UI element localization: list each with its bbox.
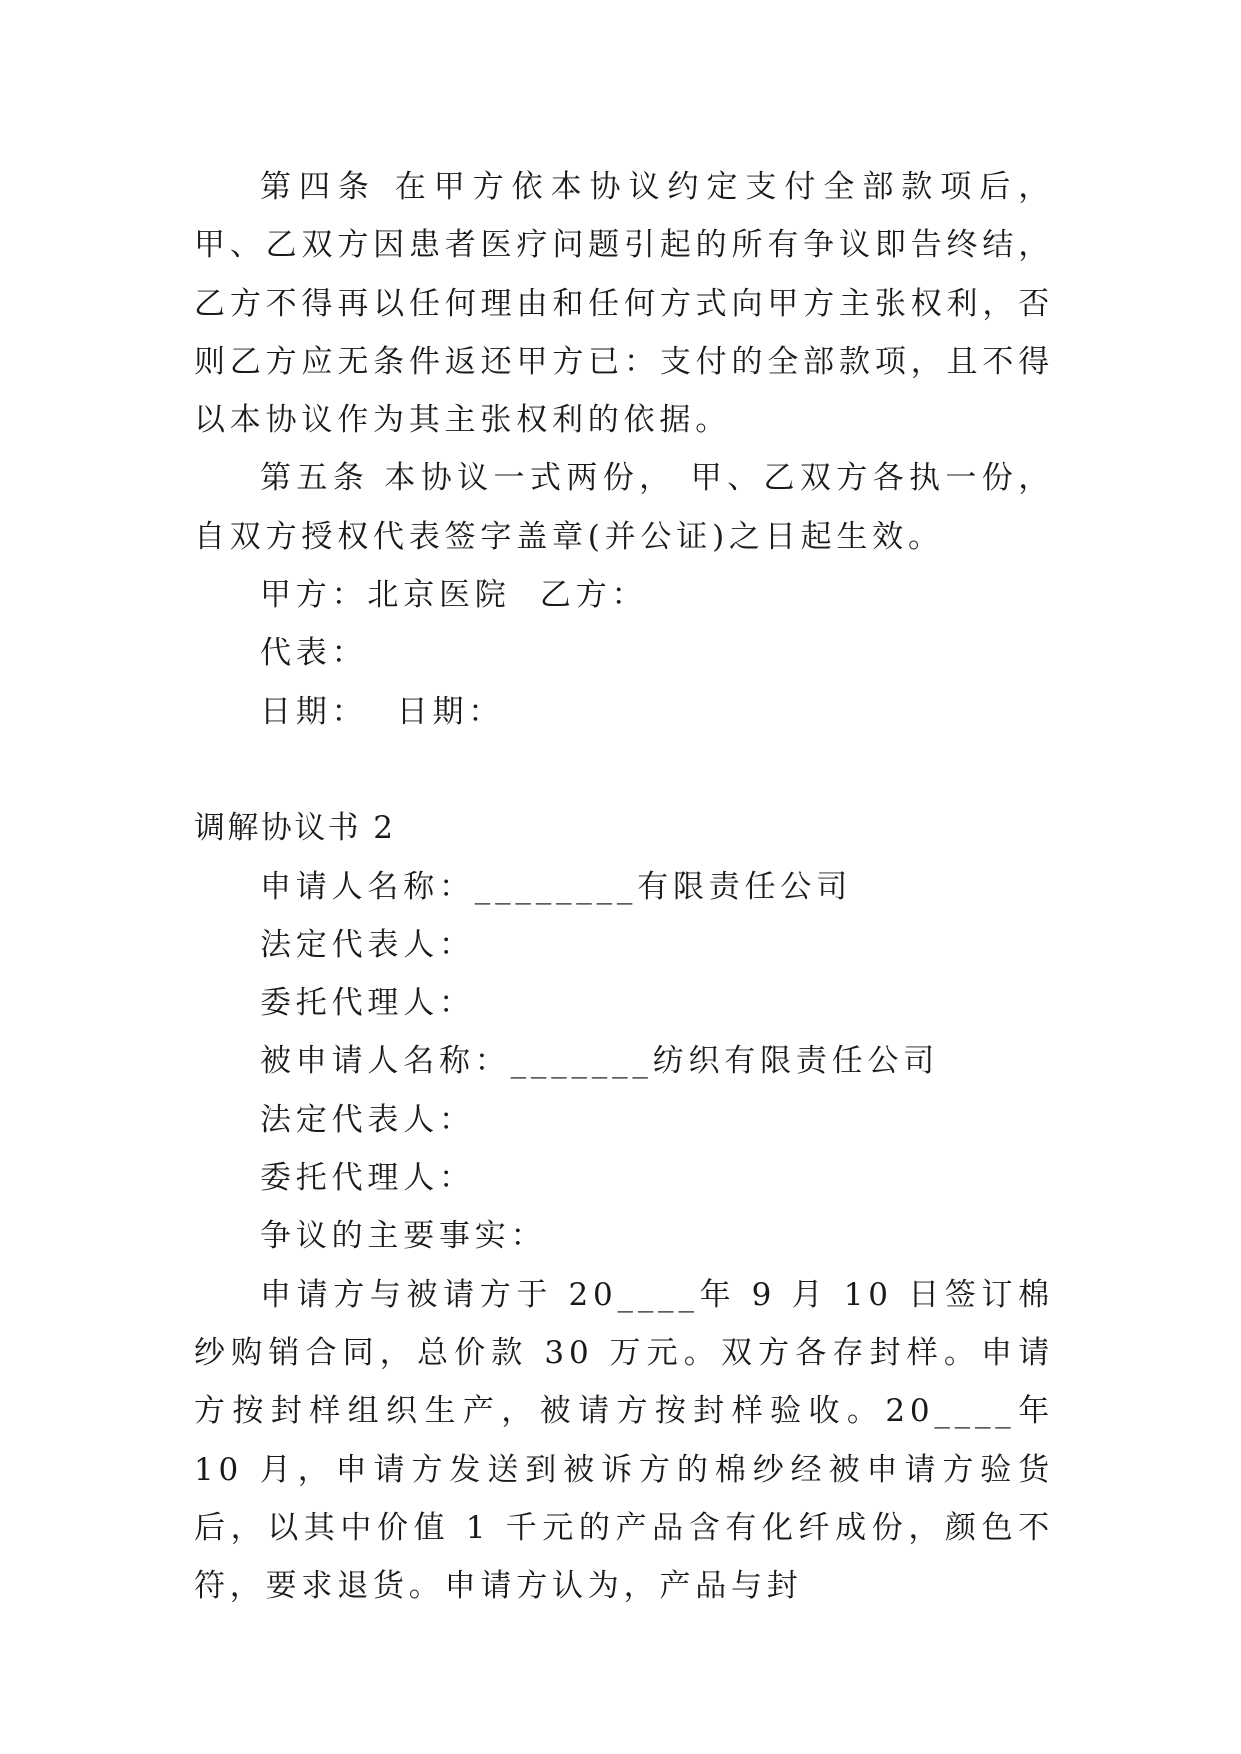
facts-paragraph: 申请方与被请方于 20____年 9 月 10 日签订棉纱购销合同，总价款 30 万元。双方各存封样。申请方按封样组织生产，被请方按封样验收。20____年 10 月，申请方发送到被诉方的棉纱经被申请方验货后，以其中价值 1 千元的产品含有化纤成份，颜色不符，要求退货。申请方认为，产品与封 [194,1276,1054,1605]
article-5-paragraph: 第五条 本协议一式两份， 甲、乙双方各执一份， 自双方授权代表签字盖章(并公证)之日起生效。 [194,460,1054,555]
facts-heading: 争议的主要事实： [260,1218,547,1255]
party-signature-line: 甲方：北京医院 乙方： [260,577,648,614]
respondent-name-line: 被申请人名称：_______纺织有限责任公司 [260,1043,940,1080]
date-line: 日期： 日期： [260,693,505,730]
document-page [194,158,1054,1615]
document-title: 调解协议书 2 [194,810,396,847]
respondent-legal-rep-line: 法定代表人： [260,1101,475,1138]
section-gap [194,741,1054,799]
applicant-legal-rep-line: 法定代表人： [260,926,475,963]
applicant-agent-line: 委托代理人： [260,985,475,1022]
respondent-agent-line: 委托代理人： [260,1160,475,1197]
applicant-name-line: 申请人名称：________有限责任公司 [260,868,852,905]
representative-line: 代表： [260,635,368,672]
article-4-paragraph: 第四条 在甲方依本协议约定支付全部款项后，甲、乙双方因患者医疗问题引起的所有争议即告终结，乙方不得再以任何理由和任何方式向甲方主张权利，否则乙方应无条件返还甲方已：支付的全部款项，且不得以本协议作为其主张权利的依据。 [194,169,1054,439]
